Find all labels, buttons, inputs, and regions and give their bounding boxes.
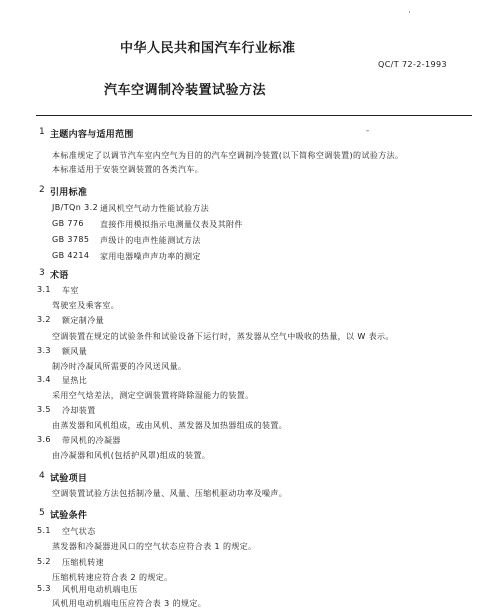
clause-number: 5.1 xyxy=(37,526,51,535)
clause-term: 显热比 xyxy=(62,376,88,385)
clause-term: 额定制冷量 xyxy=(62,316,104,325)
clause-number: 3.3 xyxy=(37,346,51,355)
scan-mark: · xyxy=(408,8,411,18)
clause-definition: 空调装置在规定的试验条件和试验设备下运行时，蒸发器从空气中吸收的热量，以 W 表示。 xyxy=(52,332,394,341)
clause-term: 额风量 xyxy=(62,347,88,356)
header-rule xyxy=(36,115,472,116)
clause-definition: 采用空气焓差法，测定空调装置将降除湿能力的装置。 xyxy=(52,391,254,400)
ref-title: 通风机空气动力性能试验方法 xyxy=(100,204,210,213)
section-number: 2 xyxy=(39,185,46,195)
clause-definition: 风机用电动机端电压应符合表 3 的规定。 xyxy=(52,599,207,608)
clause-term: 冷却装置 xyxy=(62,406,96,415)
paragraph: 本标准适用于安装空调装置的各类汽车。 xyxy=(52,165,204,174)
ref-code: GB 3785 xyxy=(52,235,90,244)
clause-definition: 压缩机转速应符合表 2 的规定。 xyxy=(52,573,173,582)
clause-number: 5.3 xyxy=(37,584,51,593)
section-number: 3 xyxy=(39,268,46,278)
clause-term: 车室 xyxy=(62,286,79,295)
clause-number: 5.2 xyxy=(37,557,51,566)
section-heading: 试验条件 xyxy=(50,511,88,521)
clause-term: 空气状态 xyxy=(62,527,96,536)
ref-title: 声级计的电声性能测试方法 xyxy=(100,236,201,245)
clause-definition: 由冷凝器和风机(包括护风罩)组成的装置。 xyxy=(52,451,211,460)
paragraph: 空调装置试验方法包括制冷量、风量、压缩机驱动功率及噪声。 xyxy=(52,489,288,498)
clause-term: 压缩机转速 xyxy=(62,558,104,567)
clause-definition: 由蒸发器和风机组成，或由风机、蒸发器及加热器组成的装置。 xyxy=(52,421,288,430)
clause-number: 3.4 xyxy=(37,375,51,384)
section-number: 4 xyxy=(39,471,46,481)
paragraph: 本标准规定了以调节汽车室内空气为目的的汽车空调制冷装置(以下简称空调装置)的试验方法。 xyxy=(52,151,404,160)
section-number: 1 xyxy=(39,127,46,137)
ref-title: 直接作用模拟指示电测量仪表及其附件 xyxy=(100,220,243,229)
scan-mark: - xyxy=(366,126,370,136)
org-title: 中华人民共和国汽车行业标准 xyxy=(120,41,296,56)
clause-definition: 蒸发器和冷凝器进风口的空气状态应符合表 1 的规定。 xyxy=(52,542,257,551)
ref-code: GB 776 xyxy=(52,219,84,228)
document-title: 汽车空调制冷装置试验方法 xyxy=(104,83,267,98)
clause-term: 带风机的冷凝器 xyxy=(62,436,121,445)
clause-number: 3.1 xyxy=(37,285,51,294)
clause-definition: 驾驶室及乘客室。 xyxy=(52,301,120,310)
section-number: 5 xyxy=(39,508,46,518)
clause-definition: 制冷时冷凝风所需要的冷风送风量。 xyxy=(52,362,187,371)
standard-code: QC/T 72-2-1993 xyxy=(378,60,448,69)
ref-code: JB/TQn 3.2 xyxy=(52,203,99,212)
ref-code: GB 4214 xyxy=(52,251,90,260)
section-heading: 试验项目 xyxy=(50,474,88,484)
clause-term: 风机用电动机端电压 xyxy=(62,585,138,594)
clause-number: 3.2 xyxy=(37,315,51,324)
section-heading: 引用标准 xyxy=(50,188,88,198)
clause-number: 3.6 xyxy=(37,435,51,444)
ref-title: 家用电器噪声声功率的测定 xyxy=(100,252,201,261)
clause-number: 3.5 xyxy=(37,405,51,414)
section-heading: 主题内容与适用范围 xyxy=(50,130,134,140)
section-heading: 术语 xyxy=(50,271,69,281)
